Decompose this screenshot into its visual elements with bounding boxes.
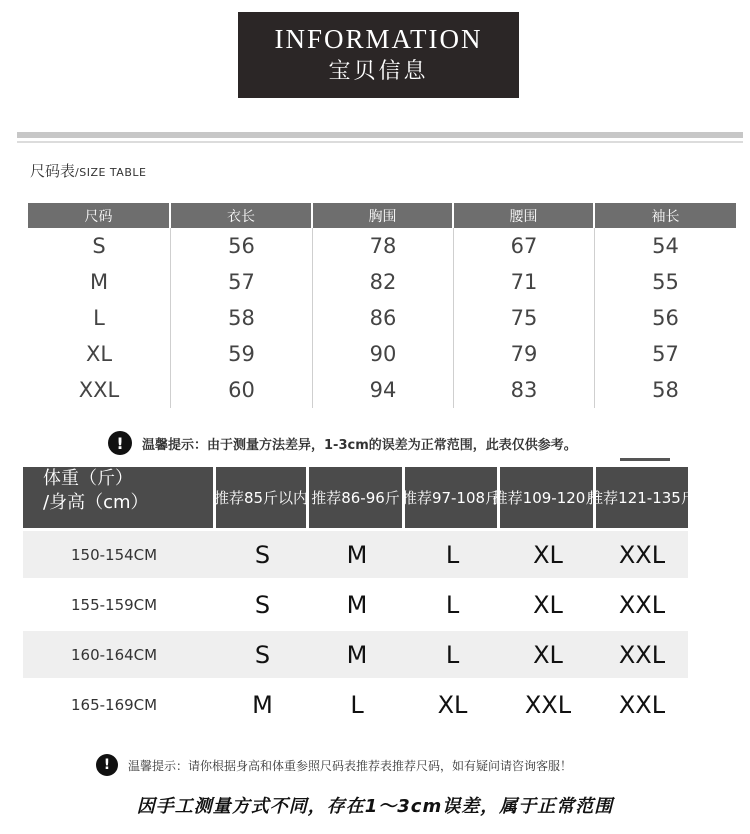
recommend-size-cell: XL — [533, 590, 563, 619]
recommend-size-cell: XXL — [524, 690, 572, 719]
recommend-size-cell: L — [445, 540, 460, 569]
footer-disclaimer: 因手工测量方式不同，存在1～3cm误差，属于正常范围 — [136, 796, 614, 817]
weight-col-header: 推荐86-96斤 — [309, 467, 405, 528]
size-col-header: 胸围 — [313, 203, 454, 228]
height-range-cell: 165-169CM — [71, 695, 158, 714]
size-col-header: 尺码 — [28, 203, 171, 228]
weight-header-label: 体重（斤） — [43, 468, 133, 489]
measurement-notice-text: 温馨提示：由于测量方法差异，1-3cm的误差为正常范围，此表仅供参考。 — [142, 437, 577, 453]
recommend-size-cell: S — [254, 640, 271, 669]
table-row — [28, 228, 736, 264]
size-cell: 67 — [454, 228, 595, 264]
table-row — [28, 300, 736, 336]
table-row — [28, 372, 736, 408]
size-cell: 94 — [313, 372, 454, 408]
size-guide-notice — [96, 754, 572, 776]
recommend-size-cell: S — [254, 590, 271, 619]
recommend-size-cell: XL — [437, 690, 468, 719]
size-cell: 79 — [454, 336, 595, 372]
measurement-notice — [108, 431, 577, 455]
height-range-cell: 150-154CM — [71, 545, 158, 564]
recommend-size-cell: L — [445, 590, 460, 619]
information-banner — [238, 12, 519, 98]
size-cell: M — [28, 264, 171, 300]
size-cell: 56 — [171, 228, 313, 264]
size-cell: 57 — [171, 264, 313, 300]
size-cell: 78 — [313, 228, 454, 264]
size-table-title-zh: 尺码表 — [30, 162, 76, 180]
recommend-size-cell: M — [346, 540, 368, 569]
weight-height-header — [23, 467, 216, 528]
table-row — [23, 631, 688, 678]
recommend-size-cell: M — [252, 690, 273, 719]
size-cell: 60 — [171, 372, 313, 408]
underline-mark — [620, 458, 670, 461]
size-cell: L — [28, 300, 171, 336]
weight-col-header: 推荐109-120斤 — [500, 467, 596, 528]
size-cell: XXL — [28, 372, 171, 408]
height-range-cell: 160-164CM — [71, 645, 158, 664]
size-cell: 75 — [454, 300, 595, 336]
recommend-size-cell: L — [350, 690, 364, 719]
recommend-table-header — [23, 467, 696, 528]
size-cell: 56 — [652, 306, 679, 330]
size-cell: 57 — [652, 342, 679, 366]
size-col-header: 衣长 — [171, 203, 313, 228]
size-table-title — [30, 160, 146, 181]
table-row — [28, 336, 736, 372]
recommend-size-cell: M — [346, 590, 368, 619]
information-title-zh: 宝贝信息 — [328, 59, 429, 84]
size-cell: S — [28, 228, 171, 264]
size-cell: 90 — [313, 336, 454, 372]
recommend-size-cell: XXL — [618, 540, 666, 569]
size-guide-notice-text: 温馨提示：请你根据身高和体重参照尺码表推荐表推荐尺码，如有疑问请咨询客服！ — [128, 758, 573, 773]
size-col-header: 腰围 — [454, 203, 595, 228]
recommend-size-cell: XL — [533, 540, 563, 569]
size-cell: 83 — [454, 372, 595, 408]
table-row — [28, 264, 736, 300]
size-cell: 82 — [313, 264, 454, 300]
height-range-cell: 155-159CM — [71, 595, 158, 614]
size-table — [28, 203, 736, 408]
divider-thick — [17, 132, 743, 138]
table-row — [23, 581, 688, 628]
weight-col-header: 推荐85斤以内 — [216, 467, 309, 528]
weight-col-header: 推荐97-108斤 — [405, 467, 500, 528]
size-col-header: 袖长 — [651, 208, 680, 225]
weight-col-header: 推荐121-135斤 — [588, 489, 696, 507]
recommend-size-cell: L — [445, 640, 460, 669]
size-cell: 86 — [313, 300, 454, 336]
exclamation-icon: ! — [96, 754, 118, 776]
size-cell: 58 — [652, 378, 679, 402]
size-table-title-en: /SIZE TABLE — [75, 166, 147, 179]
exclamation-icon: ! — [108, 431, 132, 455]
size-cell: 54 — [652, 234, 679, 258]
recommend-size-cell: XXL — [618, 590, 666, 619]
size-cell: 71 — [454, 264, 595, 300]
height-header-label: /身高（cm） — [43, 492, 149, 513]
recommend-size-cell: M — [346, 640, 368, 669]
size-cell: 59 — [171, 336, 313, 372]
recommend-size-cell: XXL — [618, 640, 666, 669]
recommend-size-cell: S — [254, 540, 271, 569]
size-cell: XL — [28, 336, 171, 372]
size-cell: 58 — [171, 300, 313, 336]
size-table-header — [28, 203, 736, 228]
size-cell: 55 — [652, 270, 679, 294]
divider-thin — [17, 141, 743, 143]
information-title-en: INFORMATION — [274, 24, 483, 54]
table-row — [23, 531, 688, 578]
recommend-table — [23, 467, 696, 728]
recommend-size-cell: XL — [533, 640, 563, 669]
table-row — [23, 681, 688, 728]
recommend-size-cell: XXL — [618, 690, 666, 719]
